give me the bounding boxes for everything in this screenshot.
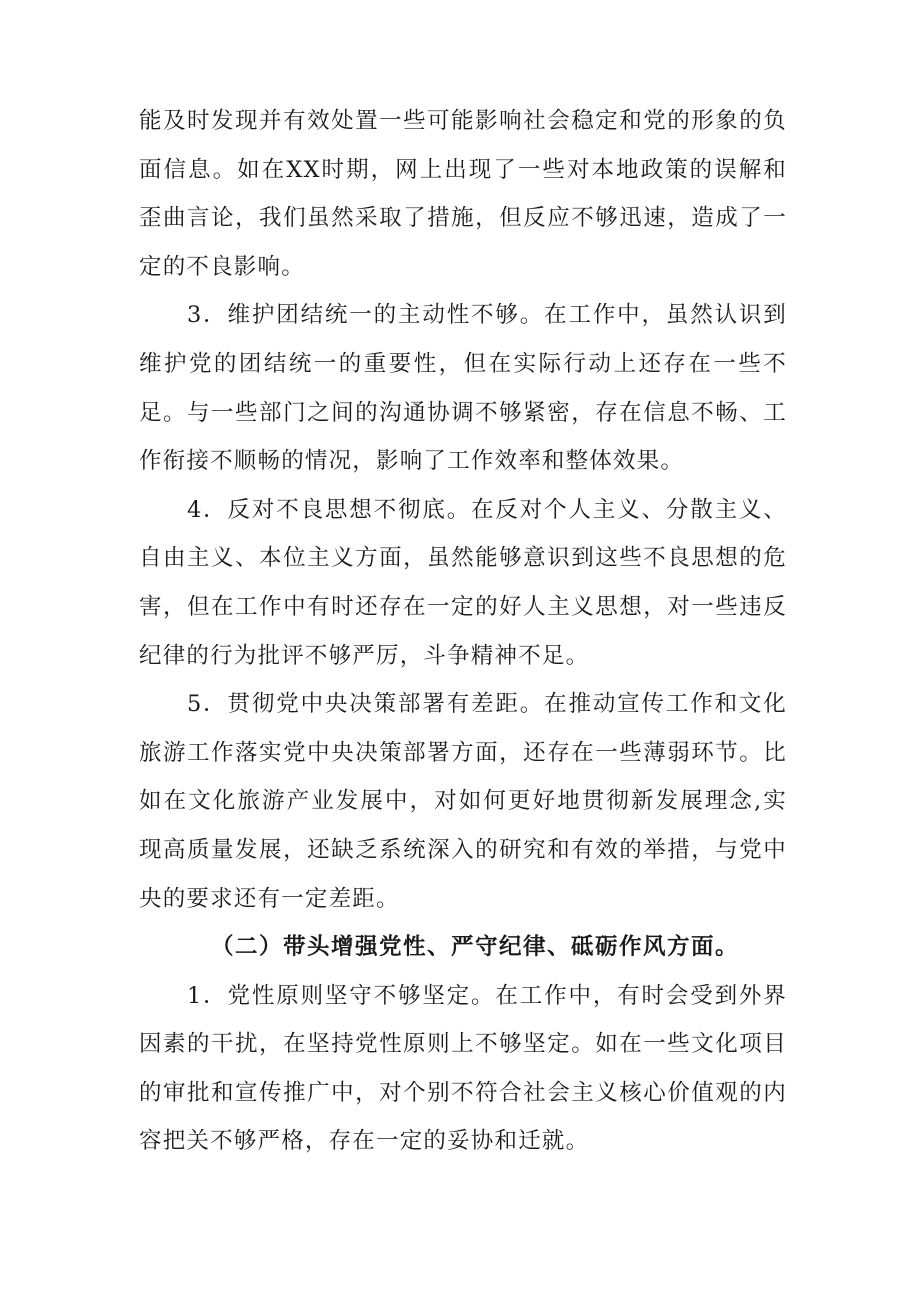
paragraph-item-5: 5．贯彻党中央决策部署有差距。在推动宣传工作和文化旅游工作落实党中央决策部署方面，还存在一些薄弱环节。比如在文化旅游产业发展中，对如何更好地贯彻新发展理念,实现高质量发展，还缺乏系统深入的研究和有效的举措，与党中央的要求还有一定差距。 <box>139 691 787 912</box>
paragraph-continuation: 能及时发现并有效处置一些可能影响社会稳定和党的形象的负面信息。如在XX时期，网上出现了一些对本地政策的误解和歪曲言论，我们虽然采取了措施，但反应不够迅速，造成了一定的不良影响。 <box>139 108 787 280</box>
paragraph-item-3: 3．维护团结统一的主动性不够。在工作中，虽然认识到维护党的团结统一的重要性，但在实际行动上还存在一些不足。与一些部门之间的沟通协调不够紧密，存在信息不畅、工作衔接不顺畅的情况，影响了工作效率和整体效果。 <box>139 302 787 475</box>
section-heading: （二）带头增强党性、严守纪律、砥砺作风方面。 <box>211 934 740 961</box>
paragraph-item-4: 4．反对不良思想不彻底。在反对个人主义、分散主义、自由主义、本位主义方面，虽然能够意识到这些不良思想的危害，但在工作中有时还存在一定的好人主义思想，对一些违反纪律的行为批评不够严厉，斗争精神不足。 <box>139 496 787 669</box>
section-paragraph-item-1: 1．党性原则坚守不够坚定。在工作中，有时会受到外界因素的干扰，在坚持党性原则上不够坚定。如在一些文化项目的审批和宣传推广中，对个别不符合社会主义核心价值观的内容把关不够严格，存在一定的妥协和迁就。 <box>139 982 787 1155</box>
document-body <box>139 97 787 1166</box>
